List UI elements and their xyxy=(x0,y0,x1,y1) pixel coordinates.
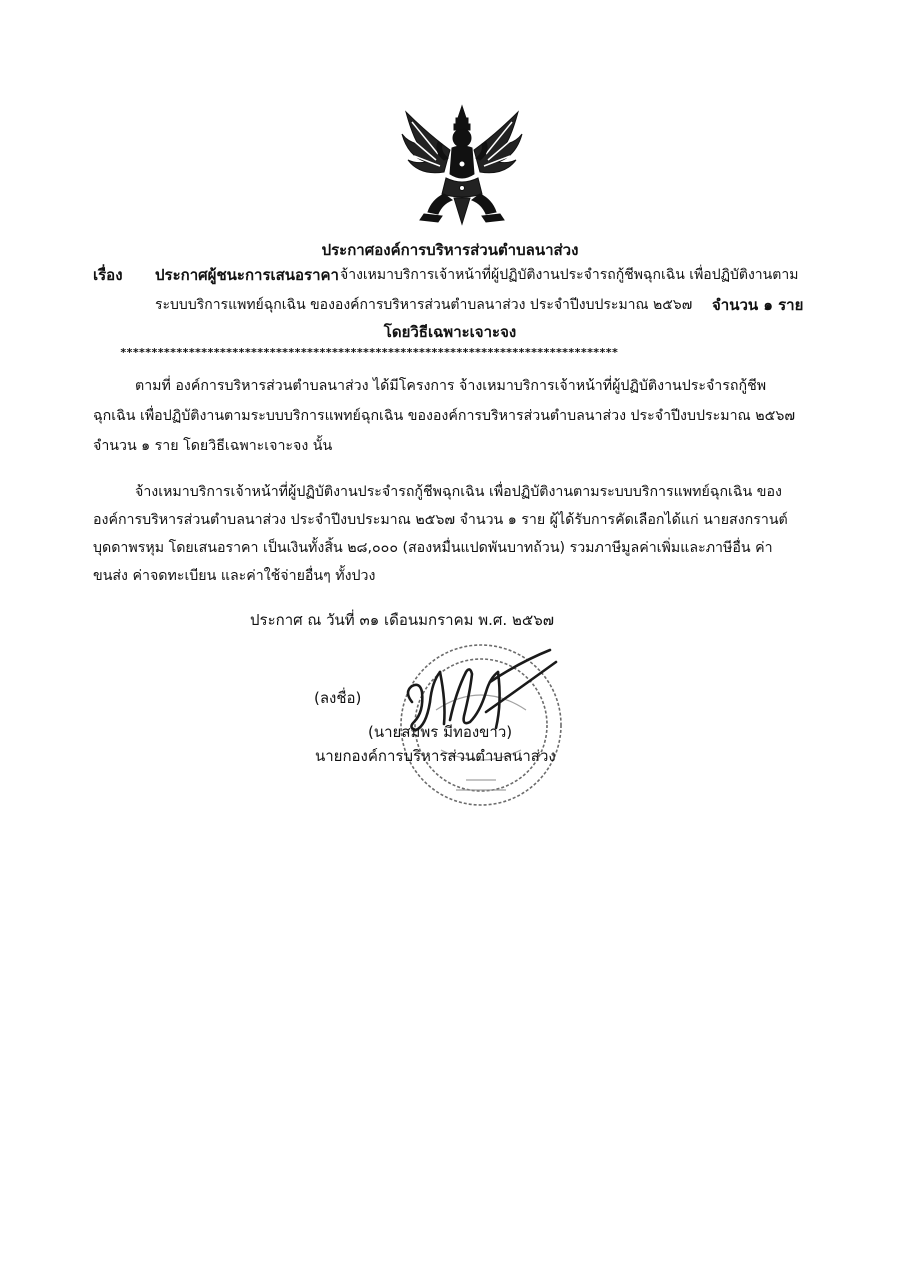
subject-line-2: ระบบบริการแพทย์ฉุกเฉิน ขององค์การบริหารส่วนตำบลนาส่วง ประจำปีงบประมาณ ๒๕๖๗ xyxy=(155,297,693,313)
separator-line: ******************************************************************************** xyxy=(120,346,618,359)
signature-label: (ลงชื่อ) xyxy=(314,689,362,707)
signer-position: นายกองค์การบริหารส่วนตำบลนาส่วง xyxy=(315,747,556,765)
paragraph-1-line-1: ตามที่ องค์การบริหารส่วนตำบลนาส่วง ได้มีโครงการ จ้างเหมาบริการเจ้าหน้าที่ผู้ปฏิบัติงานประจำรถกู้ชีพ xyxy=(135,378,767,394)
subject-method: โดยวิธีเฉพาะเจาะจง xyxy=(383,323,517,341)
subject-line-1: จ้างเหมาบริการเจ้าหน้าที่ผู้ปฏิบัติงานประจำรถกู้ชีพฉุกเฉิน เพื่อปฏิบัติงานตาม xyxy=(340,267,799,283)
document-title: ประกาศองค์การบริหารส่วนตำบลนาส่วง xyxy=(321,241,579,259)
subject-heading: ประกาศผู้ชนะการเสนอราคา xyxy=(155,266,339,284)
paragraph-2-line-2: องค์การบริหารส่วนตำบลนาส่วง ประจำปีงบประมาณ ๒๕๖๗ จำนวน ๑ ราย ผู้ได้รับการคัดเลือกได้แก่ นายสงกรานต์ xyxy=(93,512,788,528)
subject-quantity: จำนวน ๑ ราย xyxy=(712,296,804,314)
paragraph-2-line-1: จ้างเหมาบริการเจ้าหน้าที่ผู้ปฏิบัติงานประจำรถกู้ชีพฉุกเฉิน เพื่อปฏิบัติงานตามระบบบริการแพทย์ฉุกเฉิน ของ xyxy=(135,484,782,500)
paragraph-2-line-4: ขนส่ง ค่าจดทะเบียน และค่าใช้จ่ายอื่นๆ ทั้งปวง xyxy=(93,568,376,584)
garuda-emblem-icon xyxy=(398,104,526,228)
paragraph-2-line-3: บุดดาพรหุม โดยเสนอราคา เป็นเงินทั้งสิ้น ๒๘,๐๐๐ (สองหมื่นแปดพันบาทถ้วน) รวมภาษีมูลค่าเพิ่มและภาษีอื่น ค่า xyxy=(93,540,773,556)
paragraph-1-line-3: จำนวน ๑ ราย โดยวิธีเฉพาะเจาะจง นั้น xyxy=(93,438,333,454)
paragraph-1-line-2: ฉุกเฉิน เพื่อปฏิบัติงานตามระบบบริการแพทย์ฉุกเฉิน ขององค์การบริหารส่วนตำบลนาส่วง ประจำปีงบประมาณ ๒๕๖๗ xyxy=(93,408,795,424)
subject-label: เรื่อง xyxy=(93,266,123,284)
signer-name: (นายสมพร มีทองขาว) xyxy=(368,723,513,741)
announcement-date: ประกาศ ณ วันที่ ๓๑ เดือนมกราคม พ.ศ. ๒๕๖๗ xyxy=(250,611,555,629)
